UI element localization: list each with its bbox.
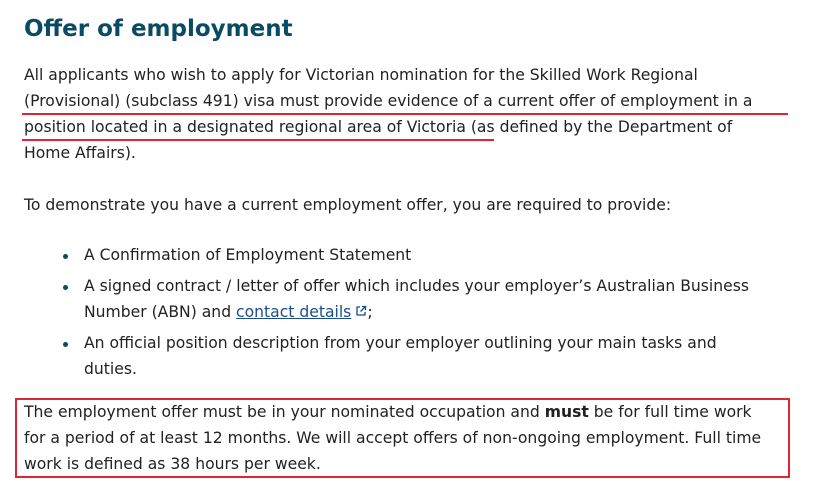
annotation-underline-1 xyxy=(22,113,788,115)
intro-line-1: All applicants who wish to apply for Victorian nomination for the Skilled Work Regional xyxy=(24,66,698,84)
list-item: An official position description from your employer outlining your main tasks and xyxy=(84,334,717,352)
list-item-text: Number (ABN) and xyxy=(84,303,237,321)
list-item: A signed contract / letter of offer which includes your employer’s Australian Business xyxy=(84,277,749,295)
bullet-dot-icon xyxy=(63,342,68,347)
list-item-continuation xyxy=(84,299,373,325)
bullet-dot-icon xyxy=(63,285,68,290)
bullet-dot-icon xyxy=(63,254,68,259)
demonstrate-text: To demonstrate you have a current employment offer, you are required to provide: xyxy=(24,196,672,214)
contact-details-link[interactable] xyxy=(236,303,367,321)
external-link-icon[interactable] xyxy=(355,305,367,317)
notice-text: be for full time work xyxy=(588,403,752,421)
intro-line-3 xyxy=(24,114,732,140)
intro-line-3-rest: (as defined by the Department of xyxy=(465,118,733,136)
intro-line-4: Home Affairs). xyxy=(24,144,136,162)
notice-emphasis: must xyxy=(544,403,589,421)
annotation-underline-2 xyxy=(22,139,494,141)
notice-line-1 xyxy=(24,399,752,425)
page-title: Offer of employment xyxy=(24,16,293,42)
contact-details-link-label[interactable]: contact details xyxy=(236,303,352,321)
notice-line-3: work is defined as 38 hours per week. xyxy=(24,455,321,473)
notice-text: The employment offer must be in your nominated occupation and xyxy=(24,403,545,421)
intro-line-2: (Provisional) (subclass 491) visa must provide evidence of a current offer of employment in a xyxy=(24,92,753,110)
intro-highlighted-text: position located in a designated regional area of Victoria xyxy=(24,118,466,136)
list-item-punctuation: ; xyxy=(367,303,373,321)
list-item: A Confirmation of Employment Statement xyxy=(84,246,412,264)
list-item-continuation: duties. xyxy=(84,360,137,378)
notice-line-2: for a period of at least 12 months. We will accept offers of non-ongoing employment. Full time xyxy=(24,429,762,447)
